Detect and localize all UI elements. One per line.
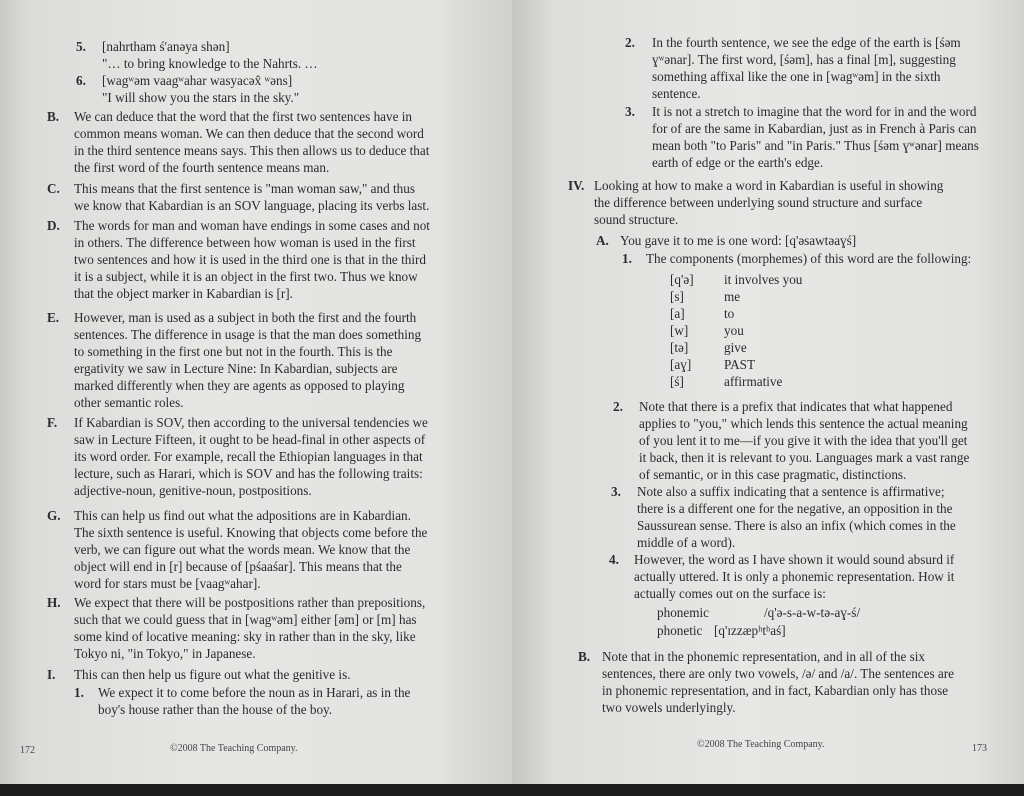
footer-copyright: ©2008 The Teaching Company. bbox=[170, 743, 298, 754]
item-text: [nahrtham ś'anəya shən] "… to bring knowledge to the Nahrts. … bbox=[102, 39, 318, 71]
subsection-label: A. bbox=[596, 233, 609, 248]
section-label: I. bbox=[47, 667, 56, 682]
item-label: 2. bbox=[625, 35, 635, 50]
section-text: We expect that there will be postpositions rather than prepositions, such that we could guess that in [wagʷəm] either [əm] or [m] has some kind of locative meaning: sky in rather than in the sky, like Tokyo ni, "in Tokyo," in Japanese. bbox=[74, 595, 426, 661]
left-page bbox=[0, 0, 512, 784]
item-text: It is not a stretch to imagine that the word for in and the word for of are the same in Kabardian, just as in French à Paris can mean both "to Paris" and "in Paris." Thus [śəm ɣʷənar] means earth of edge or the earth's edge. bbox=[652, 104, 979, 170]
section-text: However, man is used as a subject in both the first and the fourth sentences. The difference in usage is that the man does something to something in the first one but not in the fourth. This is the ergativity we saw in Lecture Nine: In Kabardian, subjects are marked differently when they are agents as opposed to playing other semantic roles. bbox=[74, 310, 422, 410]
item-text: The components (morphemes) of this word are the following: bbox=[646, 251, 972, 266]
item-text: [wagʷəm vaagʷahar wasyacəx̂ ʷəns] "I will show you the stars in the sky." bbox=[102, 73, 300, 105]
subsection-text: You gave it to me is one word: [q'əsawtəaɣś] bbox=[620, 233, 857, 248]
morpheme-form: [aɣ] bbox=[670, 357, 692, 372]
item-text: However, the word as I have shown it would sound absurd if actually uttered. It is only a phonemic representation. How it actually comes out on the surface is: bbox=[634, 552, 955, 601]
phonetic-label: phonetic bbox=[657, 623, 703, 638]
item-label: 4. bbox=[609, 552, 619, 567]
right-page bbox=[512, 0, 1024, 784]
morpheme-gloss: to bbox=[724, 306, 735, 321]
morpheme-form: [ś] bbox=[670, 374, 684, 389]
page-number: 172 bbox=[20, 745, 35, 756]
page-number: 173 bbox=[972, 743, 987, 754]
item-text: We expect it to come before the noun as in Harari, as in the boy's house rather than the house of the boy. bbox=[98, 685, 411, 717]
item-label: 1. bbox=[622, 251, 632, 266]
section-text: This can then help us figure out what the genitive is. bbox=[74, 667, 351, 682]
phonemic-label: phonemic bbox=[657, 605, 710, 620]
morpheme-gloss: me bbox=[724, 289, 741, 304]
section-label: E. bbox=[47, 310, 60, 325]
morpheme-form: [tə] bbox=[670, 340, 689, 355]
item-label: 3. bbox=[625, 104, 635, 119]
morpheme-gloss: it involves you bbox=[724, 272, 803, 287]
section-label: H. bbox=[47, 595, 61, 610]
phonetic-value: [q'ɪzzæpʰtʰaś] bbox=[714, 623, 786, 638]
morpheme-gloss: PAST bbox=[724, 357, 756, 372]
section-text: If Kabardian is SOV, then according to the universal tendencies we saw in Lecture Fifteen, it ought to be head-final in other aspects of its word order. For example, recall the Ethiopian languages in that lecture, such as Harari, which is SOV and has the following traits: adjective-noun, genitive-noun, postpositions. bbox=[74, 415, 428, 498]
morpheme-form: [a] bbox=[670, 306, 685, 321]
item-text: Note that there is a prefix that indicates that what happened applies to "you," which lends this sentence the actual meaning of you lent it to me—if you give it with the idea that you'll get it back, then it is relevant to you. Languages mark a vast range of semantic, or in this case pragmatic, distinctions. bbox=[639, 399, 970, 482]
morpheme-form: [w] bbox=[670, 323, 689, 338]
item-label: 2. bbox=[613, 399, 623, 414]
section-text: Looking at how to make a word in Kabardian is useful in showing the difference between underlying sound structure and surface sound structure. bbox=[594, 178, 944, 227]
phonemic-value: /q'ə-s-a-w-tə-aɣ-ś/ bbox=[764, 605, 861, 620]
footer-copyright: ©2008 The Teaching Company. bbox=[697, 739, 825, 750]
morpheme-gloss: affirmative bbox=[724, 374, 783, 389]
section-label: B. bbox=[47, 109, 60, 124]
morpheme-form: [s] bbox=[670, 289, 684, 304]
subsection-text: Note that in the phonemic representation, and in all of the six sentences, there are only two vowels, /ə/ and /a/. The sentences are in phonemic representation, and in fact, Kabardian only has those two vowels underlyingly. bbox=[602, 649, 955, 715]
section-text: The words for man and woman have endings in some cases and not in others. The difference between how woman is used in the first two sentences and how it is used in the third one is that in the third it is a subject, while it is an object in the first two. Thus we know that the object marker in Kabardian is [r]. bbox=[74, 218, 430, 301]
section-text-part: We can deduce that the word that the first two sentences have in common means woman. We can then deduce that the second word in the third sentence means says. This then allows us to deduce that the first word of the fourth sentence means man. bbox=[74, 109, 430, 175]
section-text: This means that the first sentence is "man woman saw," and thus we know that Kabardian is an SOV language, placing its verbs last. bbox=[74, 181, 430, 213]
section-text: This can help us find out what the adpositions are in Kabardian. The sixth sentence is useful. Knowing that objects come before the verb, we can figure out what the words mean. We know that the object will end in [r] because of [pśaaśar]. This means that the word for stars must be [vaagʷahar]. bbox=[74, 508, 428, 591]
section-label: C. bbox=[47, 181, 60, 196]
section-label: D. bbox=[47, 218, 60, 233]
section-label: F. bbox=[47, 415, 58, 430]
item-label: 3. bbox=[611, 484, 621, 499]
section-label: G. bbox=[47, 508, 61, 523]
item-text: Note also a suffix indicating that a sentence is affirmative; there is a different one for the negative, an opposition in the Saussurean sense. There is also an infix (which comes in the middle of a word). bbox=[637, 484, 956, 550]
item-label: 5. bbox=[76, 39, 86, 54]
item-text: In the fourth sentence, we see the edge of the earth is [śəm ɣʷənar]. The first word, [śəm], has a final [m], suggesting something affixal like the one in [wagʷəm] in the sixth sentence. bbox=[652, 35, 961, 101]
morpheme-gloss: you bbox=[724, 323, 744, 338]
item-label: 1. bbox=[74, 685, 84, 700]
section-label: IV. bbox=[568, 178, 585, 193]
morpheme-form: [q'ə] bbox=[670, 272, 694, 287]
subsection-label: B. bbox=[578, 649, 591, 664]
morpheme-gloss: give bbox=[724, 340, 747, 355]
section-text bbox=[74, 108, 494, 176]
item-label: 6. bbox=[76, 73, 86, 88]
